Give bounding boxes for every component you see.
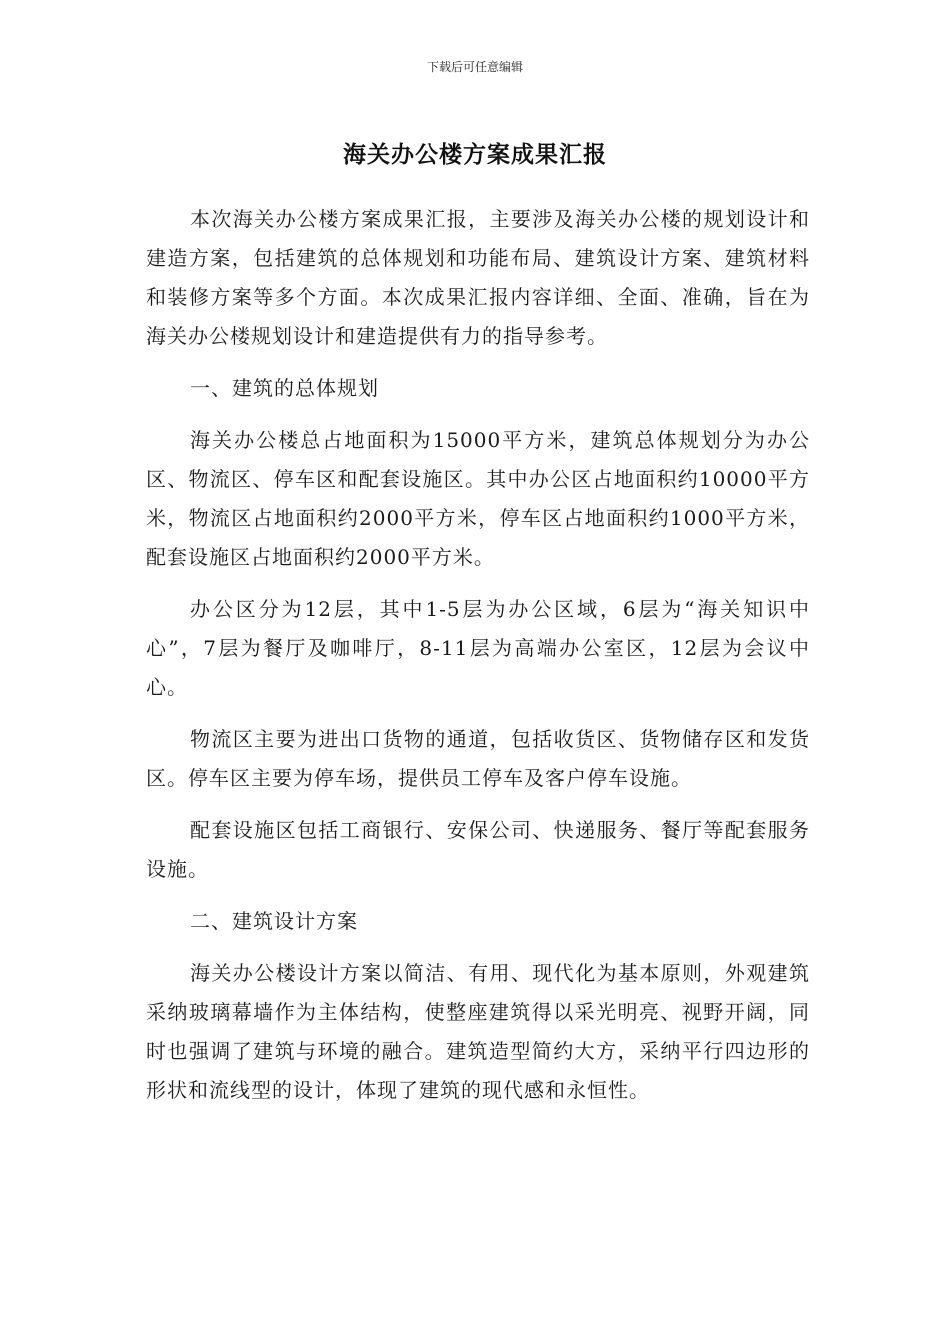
- planning-area-paragraph: 海关办公楼总占地面积为15000平方米，建筑总体规划分为办公区、物流区、停车区和配套设施区。其中办公区占地面积约10000平方米，物流区占地面积约2000平方米，停车区占地面积约1000平方米，配套设施区占地面积约2000平方米。: [146, 428, 810, 569]
- intro-paragraph: 本次海关办公楼方案成果汇报，主要涉及海关办公楼的规划设计和建造方案，包括建筑的总体规划和功能布局、建筑设计方案、建筑材料和装修方案等多个方面。本次成果汇报内容详细、全面、准确，旨在为海关办公楼规划设计和建造提供有力的指导参考。: [146, 207, 810, 348]
- office-floors-paragraph: 办公区分为12层，其中1-5层为办公区域，6层为“海关知识中心”，7层为餐厅及咖啡厅，8-11层为高端办公室区，12层为会议中心。: [146, 597, 810, 699]
- document-body: [146, 200, 810, 1123]
- header-note: 下载后可任意编辑: [426, 60, 523, 74]
- section-heading-overall-planning: 一、建筑的总体规划: [190, 376, 379, 400]
- logistics-parking-paragraph: 物流区主要为进出口货物的通道，包括收货区、货物储存区和发货区。停车区主要为停车场，提供员工停车及客户停车设施。: [146, 727, 810, 790]
- section-heading-design-scheme: 二、建筑设计方案: [190, 909, 358, 933]
- facilities-paragraph: 配套设施区包括工商银行、安保公司、快递服务、餐厅等配套服务设施。: [146, 818, 810, 881]
- document-title: 海关办公楼方案成果汇报: [343, 142, 607, 168]
- design-scheme-paragraph: 海关办公楼设计方案以简洁、有用、现代化为基本原则，外观建筑采纳玻璃幕墙作为主体结构，使整座建筑得以采光明亮、视野开阔，同时也强调了建筑与环境的融合。建筑造型简约大方，采纳平行四边形的形状和流线型的设计，体现了建筑的现代感和永恒性。: [146, 961, 810, 1102]
